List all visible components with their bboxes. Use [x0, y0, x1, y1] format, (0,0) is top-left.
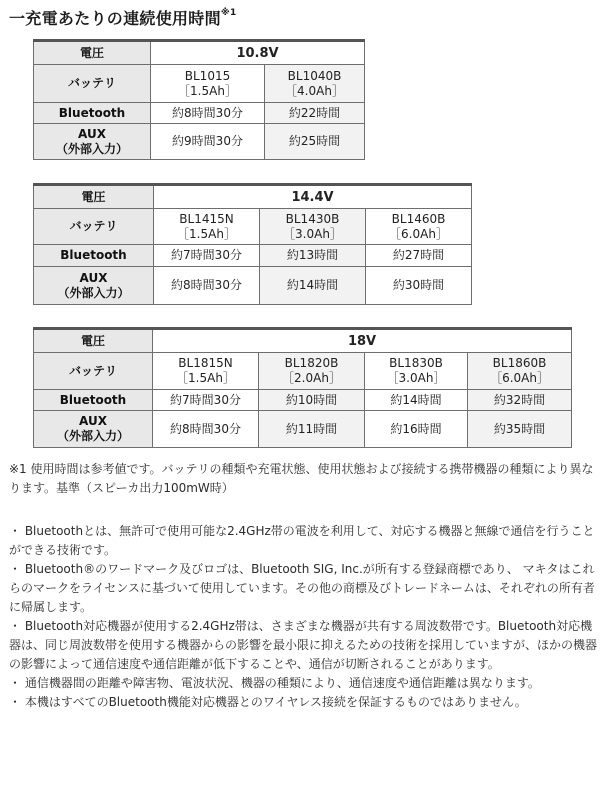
bluetooth-runtime: 約27時間 [366, 245, 472, 267]
battery-cell: BL1015 ［1.5Ah］ [151, 65, 265, 103]
battery-cell: BL1415N ［1.5Ah］ [154, 209, 260, 245]
battery-cell: BL1820B ［2.0Ah］ [259, 353, 365, 390]
voltage-header: 電圧 [34, 329, 153, 353]
footnote: ※1 使用時間は参考値です。バッテリの種類や充電状態、使用状態および接続する携帯機器の種類により異なります。基準（スピーカ出力100mW時） [9, 462, 594, 495]
page-title: 一充電あたりの連続使用時間$^{※1}$ [9, 8, 237, 28]
aux-header: AUX （外部入力） [34, 411, 153, 448]
bluetooth-runtime: 約32時間 [468, 390, 572, 411]
aux-runtime: 約8時間30分 [153, 411, 259, 448]
battery-cell: BL1430B ［3.0Ah］ [260, 209, 366, 245]
runtime-table-10-8v [33, 39, 365, 160]
bluetooth-runtime: 約10時間 [259, 390, 365, 411]
voltage-header: 電圧 [34, 185, 154, 209]
battery-header: バッテリ [34, 209, 154, 245]
aux-header: AUX （外部入力） [34, 267, 154, 305]
battery-header: バッテリ [34, 353, 153, 390]
battery-cell: BL1830B ［3.0Ah］ [365, 353, 468, 390]
voltage-header: 電圧 [34, 41, 151, 65]
aux-runtime: 約8時間30分 [154, 267, 260, 305]
battery-cell: BL1460B ［6.0Ah］ [366, 209, 472, 245]
battery-header: バッテリ [34, 65, 151, 103]
note-bullet: ・ Bluetooth®のワードマーク及びロゴは、Bluetooth SIG, Inc.が所有する登録商標であり、 マキタはこれらのマークをライセンスに基づいて使用しています。その他の商標及びトレードネームは、それぞれの所有者に帰属します。 [9, 562, 595, 614]
bluetooth-header: Bluetooth [34, 390, 153, 411]
aux-runtime: 約35時間 [468, 411, 572, 448]
note-bullet: ・ Bluetoothとは、無許可で使用可能な2.4GHz帯の電波を利用して、対応する機器と無線で通信を行うことができる技術です。 [9, 524, 595, 557]
runtime-table-14-4v [33, 183, 472, 305]
battery-cell: BL1815N ［1.5Ah］ [153, 353, 259, 390]
notes-section [9, 460, 599, 712]
note-bullet: ・ 本機はすべてのBluetooth機能対応機器とのワイヤレス接続を保証するものではありません。 [9, 695, 527, 709]
aux-runtime: 約16時間 [365, 411, 468, 448]
title-footnote-mark: ※1 [220, 8, 237, 18]
battery-cell: BL1040B ［4.0Ah］ [265, 65, 365, 103]
aux-runtime: 約30時間 [366, 267, 472, 305]
aux-header: AUX （外部入力） [34, 124, 151, 160]
bluetooth-header: Bluetooth [34, 103, 151, 124]
bluetooth-runtime: 約8時間30分 [151, 103, 265, 124]
aux-runtime: 約11時間 [259, 411, 365, 448]
runtime-table-18v [33, 327, 572, 448]
note-bullet: ・ 通信機器間の距離や障害物、電波状況、機器の種類により、通信速度や通信距離は異なります。 [9, 676, 540, 690]
voltage-value: 10.8V [151, 41, 365, 65]
battery-cell: BL1860B ［6.0Ah］ [468, 353, 572, 390]
bluetooth-header: Bluetooth [34, 245, 154, 267]
bluetooth-runtime: 約7時間30分 [153, 390, 259, 411]
bluetooth-runtime: 約13時間 [260, 245, 366, 267]
aux-runtime: 約9時間30分 [151, 124, 265, 160]
bluetooth-runtime: 約7時間30分 [154, 245, 260, 267]
voltage-value: 18V [153, 329, 572, 353]
bluetooth-runtime: 約22時間 [265, 103, 365, 124]
bluetooth-runtime: 約14時間 [365, 390, 468, 411]
note-bullet: ・ Bluetooth対応機器が使用する2.4GHz帯は、さまざまな機器が共有する周波数帯です。Bluetooth対応機器は、同じ周波数帯を使用する機器からの影響を最小限に抑えるための技術を採用していますが、ほかの機器の影響によって通信速度や通信距離が低下することや、通信が切断されることがあります。 [9, 619, 598, 671]
aux-runtime: 約25時間 [265, 124, 365, 160]
aux-runtime: 約14時間 [260, 267, 366, 305]
voltage-value: 14.4V [154, 185, 472, 209]
